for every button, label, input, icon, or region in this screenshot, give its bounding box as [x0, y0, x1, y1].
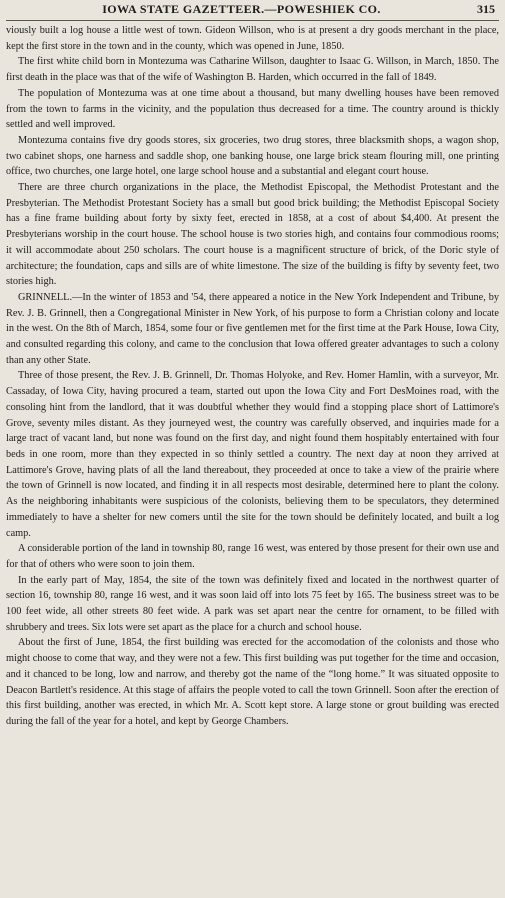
page-header	[6, 2, 499, 21]
running-title: IOWA STATE GAZETTEER.—POWESHIEK CO.	[102, 2, 381, 16]
paragraph-willson-store: viously built a log house a little west of town. Gideon Willson, who is at present a dry goods merchant in the place, kept the first store in the town and in the county, which was opened in June, 1850.	[6, 25, 499, 52]
paragraph-churches: There are three church organizations in the place, the Methodist Episcopal, the Methodist Protestant and the Presbyterian. The Methodist Protestant Society has a small but good brick building; the Methodist Episcopal Society has a fine frame building about forty by sixty feet, erected in 1858, at a cost of about $4,400. At present the Presbyterians worship in the court house. The school house is two stories high, and contains four commodious rooms; it will accommodate about 250 scholars. The court house is a magnificent structure of brick, of the Doric style of architecture; the foundation, caps and sills are of white limestone. The size of the building is fifty by seventy feet, two stories high.	[6, 182, 499, 288]
paragraph-first-child: The first white child born in Montezuma was Catharine Willson, daughter to Isaac G. Willson, in March, 1850. The first death in the place was that of the wife of Washington B. Harden, which occurred in the fall of 1849.	[6, 56, 499, 84]
paragraph-grinnell-journey: Three of those present, the Rev. J. B. Grinnell, Dr. Thomas Holyoke, and Rev. Homer Hamlin, with a surveyor, Mr. Cassaday, of Iowa City, having procured a team, started out upon the Iowa City and Fort DesMoines road, with the consoling hint from the landlord, that it was doubtful whether they would find a stopping place short of Lattimore's Grove, seventy miles distant. As they journeyed west, the country was carefully observed, and inquiries made for a large tract of vacant land, but none was found on the first day, and night found them hospitably entertained with four beds in one room, more than they expected in so thinly settled a country. The next day at noon they arrived at Lattimore's Grove, having plats of all the land thereabout, they proceeded at once to take a view of the prairie where the town of Grinnell is now located, and finding it in all respects most desirable, determined here to plant the colony. As the neighboring inhabitants were suspicious of the colonists, believing them to be speculators, they determined immediately to have a shelter for new comers until the site for the town should be definitely located, and built a log camp.	[6, 370, 499, 539]
paragraph-businesses: Montezuma contains five dry goods stores, six groceries, two drug stores, three blacksmith shops, a wagon shop, two cabinet shops, one harness and saddle shop, one banking house, one large brick steam flouring mill, one printing office, two churches, one large hotel, one large school house and a substantial and elegant court house.	[6, 134, 499, 178]
page-number: 315	[477, 2, 495, 16]
paragraph-town-site: In the early part of May, 1854, the site of the town was definitely fixed and located in the northwest quarter of section 16, township 80, range 16 west, and it was soon laid off into lots 75 feet by 165. The business street was to be 100 feet wide, all other streets 80 feet wide. A park was set apart near the centre for ornament, to be filled with shrubbery and trees. Six lots were set apart as the place for a church and school house.	[6, 574, 499, 633]
paragraph-first-building: About the first of June, 1854, the first building was erected for the accomodation of the colonists and those who might choose to come that way, and they were not a few. This first building was put together for the time and occasion, and it chanced to be long, low and narrow, and thereby got the name of the “long home.” It was situated opposite to Deacon Bartlett's residence. At this stage of affairs the people voted to call the town Grinnell. Soon after the erection of this first building, another was erected, in which Mr. A. Scott kept store. A large stone or grout building was erected during the fall of the year for a hotel, and kept by George Chambers.	[6, 637, 499, 727]
paragraph-land-entry: A considerable portion of the land in township 80, range 16 west, was entered by those present for their own use and for that of others who were soon to join them.	[6, 543, 499, 570]
paragraph-population: The population of Montezuma was at one time about a thousand, but many dwelling houses have been removed from the town to farms in the vicinity, and the population thus decreased for a time. The country around is thickly settled and well improved.	[6, 87, 499, 131]
paragraph-grinnell-intro: GRINNELL.—In the winter of 1853 and '54, there appeared a notice in the New York Independent and Tribune, by Rev. J. B. Grinnell, then a Congregational Minister in New York, of his purpose to form a Christian colony and locate in the west. On the 8th of March, 1854, some four or five gentlemen met for the first time at the Park House, Iowa City, and consulted regarding this colony, and came to the conclusion that Iowa offered greater advantages to such a colony than any other State.	[6, 291, 499, 366]
page-body	[6, 23, 499, 730]
